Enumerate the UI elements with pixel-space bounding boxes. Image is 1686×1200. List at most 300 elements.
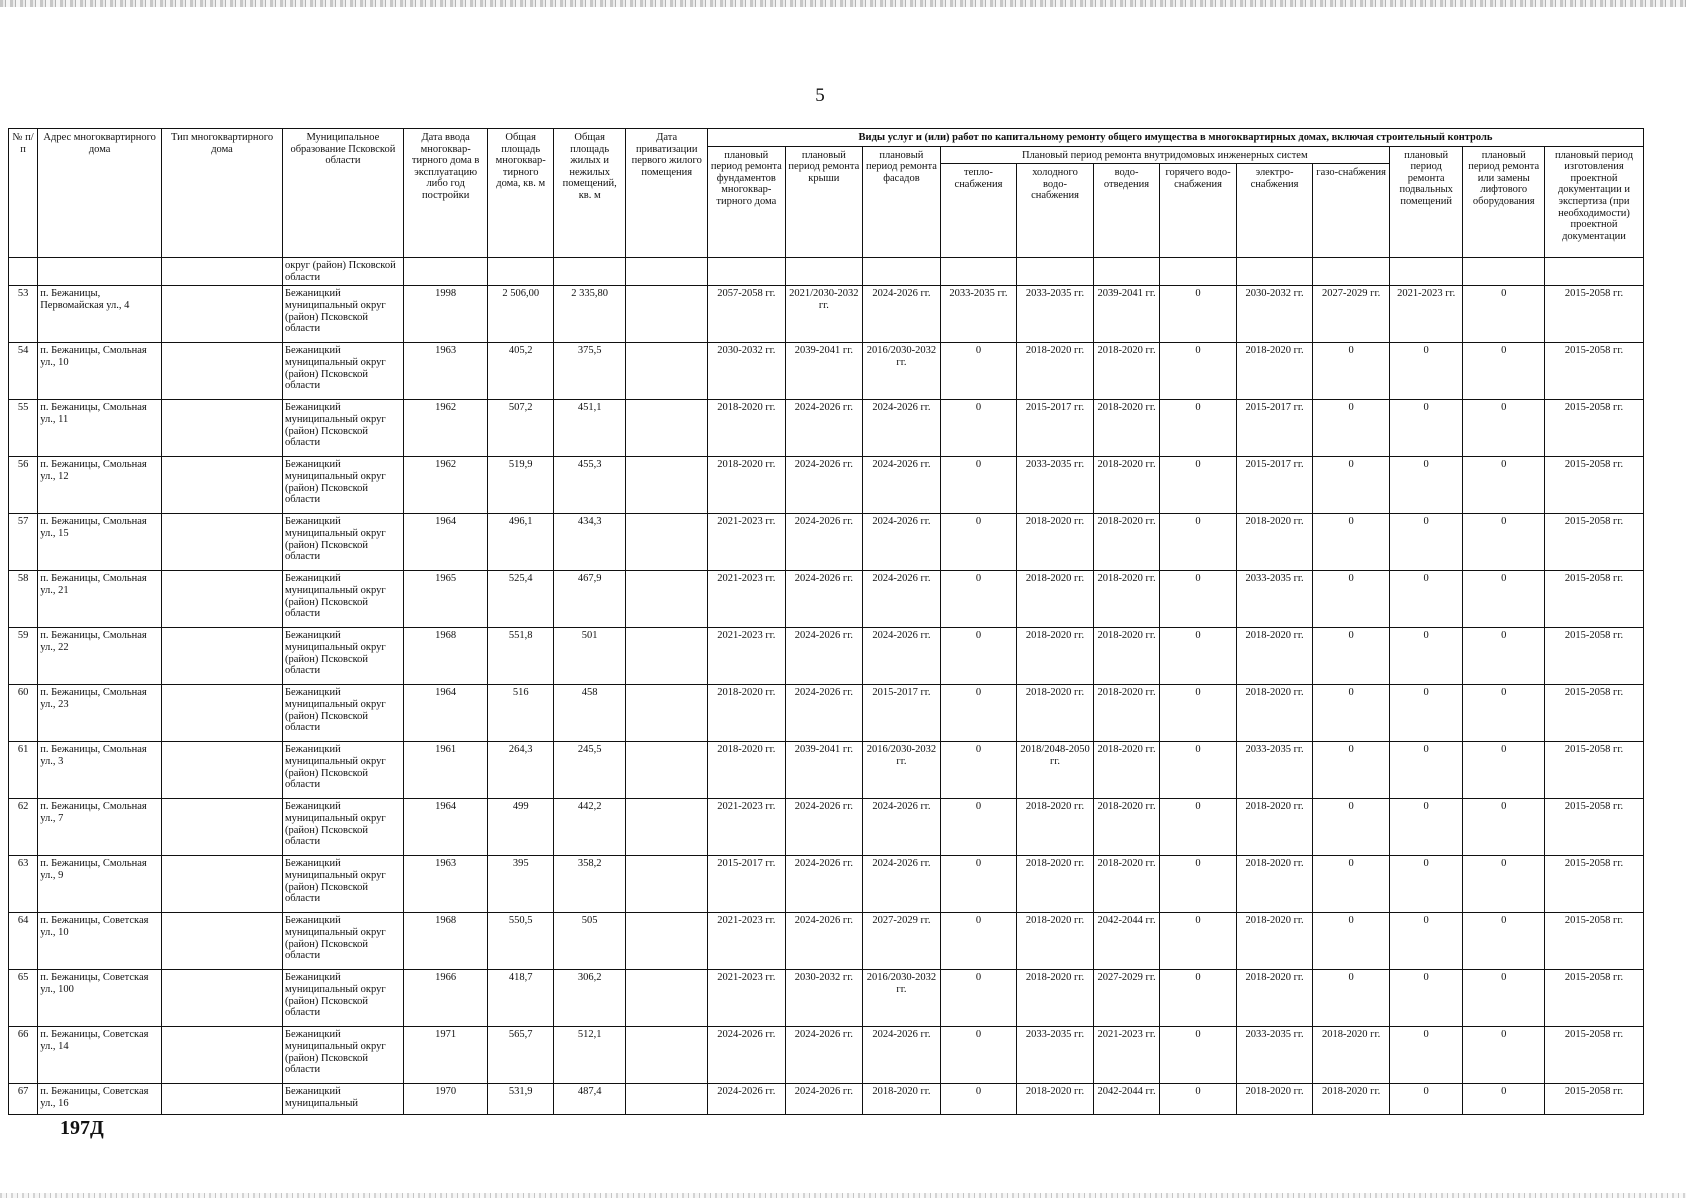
- cell-gas: 0: [1313, 571, 1390, 628]
- cell-year: 1966: [403, 970, 488, 1027]
- cell-type: [162, 1027, 283, 1084]
- cell-privatization: [626, 913, 708, 970]
- cell-num: 60: [9, 685, 38, 742]
- cell-municipality: Бежаницкий муниципальный округ (район) Псковской области: [282, 628, 403, 685]
- cell-foundation: 2021-2023 гг.: [708, 571, 786, 628]
- cell-facade: 2016/2030-2032 гг.: [863, 343, 941, 400]
- cell-living-area: 451,1: [553, 400, 626, 457]
- cell-drainage: 2018-2020 гг.: [1093, 685, 1159, 742]
- cell-total-area: 516: [488, 685, 553, 742]
- cell-year: 1968: [403, 628, 488, 685]
- cell-facade: 2024-2026 гг.: [863, 457, 941, 514]
- cell-living-area: 442,2: [553, 799, 626, 856]
- cell-hot-water: 0: [1160, 1084, 1237, 1115]
- table-body: [9, 258, 1644, 1115]
- cell-living-area: 434,3: [553, 514, 626, 571]
- cell-municipality: округ (район) Псковской области: [282, 258, 403, 286]
- cell-cold-water: 2018-2020 гг.: [1017, 571, 1094, 628]
- cell-gas: 0: [1313, 628, 1390, 685]
- cell-type: [162, 286, 283, 343]
- cell-municipality: Бежаницкий муниципальный округ (район) Псковской области: [282, 1027, 403, 1084]
- cell-roof: 2024-2026 гг.: [785, 571, 863, 628]
- cell-living-area: 467,9: [553, 571, 626, 628]
- cell-municipality: Бежаницкий муниципальный округ (район) Псковской области: [282, 514, 403, 571]
- cell-total-area: 264,3: [488, 742, 553, 799]
- header-cold-water: холодного водо-снабжения: [1017, 164, 1094, 258]
- table-row: [9, 742, 1644, 799]
- cell-total-area: 2 506,00: [488, 286, 553, 343]
- cell-privatization: [626, 400, 708, 457]
- cell-num: 67: [9, 1084, 38, 1115]
- cell-cold-water: 2018-2020 гг.: [1017, 685, 1094, 742]
- cell-hot-water: 0: [1160, 913, 1237, 970]
- cell-roof: 2021/2030-2032 гг.: [785, 286, 863, 343]
- cell-privatization: [626, 1084, 708, 1115]
- cell-heating: 0: [940, 799, 1017, 856]
- cell-lift: 0: [1463, 628, 1545, 685]
- cell-living-area: 458: [553, 685, 626, 742]
- header-hot-water: горячего водо-снабжения: [1160, 164, 1237, 258]
- cell-design-docs: 2015-2058 гг.: [1545, 571, 1644, 628]
- cell-roof: 2039-2041 гг.: [785, 343, 863, 400]
- cell-design-docs: 2015-2058 гг.: [1545, 913, 1644, 970]
- cell-gas: 0: [1313, 799, 1390, 856]
- header-basement: плановый период ремонта подвальных помещений: [1389, 146, 1463, 258]
- cell-living-area: 501: [553, 628, 626, 685]
- cell-design-docs: 2015-2058 гг.: [1545, 742, 1644, 799]
- cell-municipality: Бежаницкий муниципальный округ (район) Псковской области: [282, 742, 403, 799]
- cell-address: п. Бежаницы, Смольная ул., 7: [38, 799, 162, 856]
- header-electric: электро-снабжения: [1236, 164, 1313, 258]
- cell-type: [162, 799, 283, 856]
- cell-address: п. Бежаницы, Советская ул., 14: [38, 1027, 162, 1084]
- cell-drainage: 2018-2020 гг.: [1093, 799, 1159, 856]
- table-row: [9, 970, 1644, 1027]
- cell-gas: 0: [1313, 913, 1390, 970]
- cell-drainage: 2018-2020 гг.: [1093, 457, 1159, 514]
- header-works-group: Виды услуг и (или) работ по капитальному ремонту общего имущества в многоквартирных домах, включая строительный контроль: [708, 129, 1644, 147]
- cell-design-docs: 2015-2058 гг.: [1545, 628, 1644, 685]
- cell-foundation: 2024-2026 гг.: [708, 1084, 786, 1115]
- cell-facade: 2024-2026 гг.: [863, 514, 941, 571]
- cell-facade: 2018-2020 гг.: [863, 1084, 941, 1115]
- cell-gas: 2018-2020 гг.: [1313, 1027, 1390, 1084]
- cell-facade: 2024-2026 гг.: [863, 286, 941, 343]
- cell-num: 64: [9, 913, 38, 970]
- cell-hot-water: 0: [1160, 685, 1237, 742]
- cell-design-docs: 2015-2058 гг.: [1545, 514, 1644, 571]
- cell-drainage: 2018-2020 гг.: [1093, 628, 1159, 685]
- cell-year: 1963: [403, 343, 488, 400]
- cell-privatization: [626, 1027, 708, 1084]
- cell-electric: 2018-2020 гг.: [1236, 799, 1313, 856]
- cell-roof: 2024-2026 гг.: [785, 514, 863, 571]
- cell-total-area: 395: [488, 856, 553, 913]
- cell-heating: 2033-2035 гг.: [940, 286, 1017, 343]
- cell-hot-water: 0: [1160, 628, 1237, 685]
- cell-privatization: [626, 286, 708, 343]
- cell-lift: 0: [1463, 571, 1545, 628]
- cell-num: 56: [9, 457, 38, 514]
- header-municipality: Муниципальное образование Псковской области: [282, 129, 403, 258]
- cell-cold-water: 2015-2017 гг.: [1017, 400, 1094, 457]
- cell-design-docs: 2015-2058 гг.: [1545, 970, 1644, 1027]
- cell-num: 66: [9, 1027, 38, 1084]
- cell-address: п. Бежаницы, Советская ул., 10: [38, 913, 162, 970]
- cell-cold-water: 2018-2020 гг.: [1017, 343, 1094, 400]
- cell-roof: 2024-2026 гг.: [785, 799, 863, 856]
- cell-drainage: 2039-2041 гг.: [1093, 286, 1159, 343]
- cell-basement: 0: [1389, 913, 1463, 970]
- cell-foundation: 2018-2020 гг.: [708, 685, 786, 742]
- cell-living-area: 245,5: [553, 742, 626, 799]
- cell-lift: 0: [1463, 1027, 1545, 1084]
- cell-electric: 2015-2017 гг.: [1236, 457, 1313, 514]
- cell-drainage: 2018-2020 гг.: [1093, 400, 1159, 457]
- cell-municipality: Бежаницкий муниципальный округ (район) Псковской области: [282, 286, 403, 343]
- cell-lift: 0: [1463, 400, 1545, 457]
- cell-type: [162, 628, 283, 685]
- scan-edge-bottom: [0, 1193, 1686, 1198]
- cell-total-area: 525,4: [488, 571, 553, 628]
- cell-municipality: Бежаницкий муниципальный округ (район) Псковской области: [282, 400, 403, 457]
- cell-design-docs: 2015-2058 гг.: [1545, 400, 1644, 457]
- cell-gas: 0: [1313, 400, 1390, 457]
- cell-total-area: 551,8: [488, 628, 553, 685]
- cell-year: 1963: [403, 856, 488, 913]
- cell-basement: 0: [1389, 343, 1463, 400]
- cell-year: 1962: [403, 457, 488, 514]
- cell-address: п. Бежаницы, Смольная ул., 3: [38, 742, 162, 799]
- cell-total-area: 507,2: [488, 400, 553, 457]
- cell-num: 62: [9, 799, 38, 856]
- cell-living-area: 505: [553, 913, 626, 970]
- cell-lift: 0: [1463, 742, 1545, 799]
- cell-basement: 0: [1389, 799, 1463, 856]
- cell-type: [162, 685, 283, 742]
- cell-type: [162, 571, 283, 628]
- cell-address: п. Бежаницы, Смольная ул., 10: [38, 343, 162, 400]
- cell-gas: 0: [1313, 343, 1390, 400]
- cell-design-docs: 2015-2058 гг.: [1545, 799, 1644, 856]
- cell-roof: 2024-2026 гг.: [785, 913, 863, 970]
- cell-roof: 2030-2032 гг.: [785, 970, 863, 1027]
- cell-living-area: 512,1: [553, 1027, 626, 1084]
- cell-design-docs: 2015-2058 гг.: [1545, 286, 1644, 343]
- cell-electric: 2018-2020 гг.: [1236, 343, 1313, 400]
- cell-cold-water: 2033-2035 гг.: [1017, 1027, 1094, 1084]
- cell-total-area: 531,9: [488, 1084, 553, 1115]
- table-row: [9, 1084, 1644, 1115]
- cell-foundation: 2024-2026 гг.: [708, 1027, 786, 1084]
- cell-facade: 2024-2026 гг.: [863, 856, 941, 913]
- header-drainage: водо-отведения: [1093, 164, 1159, 258]
- cell-hot-water: 0: [1160, 970, 1237, 1027]
- header-total-area: Общая площадь многоквар-тирного дома, кв. м: [488, 129, 553, 258]
- cell-gas: 0: [1313, 970, 1390, 1027]
- cell-roof: 2039-2041 гг.: [785, 742, 863, 799]
- cell-privatization: [626, 856, 708, 913]
- cell-design-docs: 2015-2058 гг.: [1545, 1084, 1644, 1115]
- cell-foundation: 2021-2023 гг.: [708, 514, 786, 571]
- cell-basement: 0: [1389, 970, 1463, 1027]
- cell-type: [162, 400, 283, 457]
- cell-basement: 0: [1389, 1084, 1463, 1115]
- page-number: 5: [815, 85, 825, 106]
- cell-basement: 0: [1389, 742, 1463, 799]
- cell-heating: 0: [940, 685, 1017, 742]
- header-gas: газо-снабжения: [1313, 164, 1390, 258]
- cell-drainage: 2018-2020 гг.: [1093, 343, 1159, 400]
- cell-facade: 2024-2026 гг.: [863, 400, 941, 457]
- cell-heating: 0: [940, 1084, 1017, 1115]
- cell-cold-water: 2033-2035 гг.: [1017, 457, 1094, 514]
- cell-lift: 0: [1463, 343, 1545, 400]
- cell-cold-water: 2018-2020 гг.: [1017, 1084, 1094, 1115]
- cell-heating: 0: [940, 571, 1017, 628]
- cell-hot-water: 0: [1160, 799, 1237, 856]
- cell-heating: 0: [940, 457, 1017, 514]
- cell-year: 1964: [403, 799, 488, 856]
- cell-electric: 2030-2032 гг.: [1236, 286, 1313, 343]
- cell-drainage: 2027-2029 гг.: [1093, 970, 1159, 1027]
- cell-address: п. Бежаницы, Смольная ул., 12: [38, 457, 162, 514]
- cell-design-docs: 2015-2058 гг.: [1545, 457, 1644, 514]
- cell-num: 58: [9, 571, 38, 628]
- cell-basement: 2021-2023 гг.: [1389, 286, 1463, 343]
- cell-foundation: 2021-2023 гг.: [708, 628, 786, 685]
- cell-year: 1998: [403, 286, 488, 343]
- cell-design-docs: 2015-2058 гг.: [1545, 1027, 1644, 1084]
- cell-address: п. Бежаницы, Смольная ул., 11: [38, 400, 162, 457]
- header-design-docs: плановый период изготовления проектной документации и экспертиза (при необходимости) проектной документации: [1545, 146, 1644, 258]
- cell-roof: 2024-2026 гг.: [785, 685, 863, 742]
- cell-privatization: [626, 970, 708, 1027]
- cell-cold-water: 2018-2020 гг.: [1017, 856, 1094, 913]
- cell-basement: 0: [1389, 1027, 1463, 1084]
- cell-address: п. Бежаницы, Советская ул., 16: [38, 1084, 162, 1115]
- cell-total-area: 550,5: [488, 913, 553, 970]
- cell-year: 1964: [403, 514, 488, 571]
- header-living-area: Общая площадь жилых и нежилых помещений, кв. м: [553, 129, 626, 258]
- cell-num: 57: [9, 514, 38, 571]
- cell-heating: 0: [940, 400, 1017, 457]
- cell-facade: 2024-2026 гг.: [863, 628, 941, 685]
- cell-foundation: 2015-2017 гг.: [708, 856, 786, 913]
- cell-year: 1962: [403, 400, 488, 457]
- cell-drainage: 2021-2023 гг.: [1093, 1027, 1159, 1084]
- cell-drainage: 2018-2020 гг.: [1093, 856, 1159, 913]
- cell-municipality: Бежаницкий муниципальный: [282, 1084, 403, 1115]
- table-row: [9, 343, 1644, 400]
- cell-drainage: 2042-2044 гг.: [1093, 913, 1159, 970]
- cell-gas: 0: [1313, 742, 1390, 799]
- cell-num: 65: [9, 970, 38, 1027]
- cell-type: [162, 742, 283, 799]
- cell-electric: 2015-2017 гг.: [1236, 400, 1313, 457]
- cell-year: 1961: [403, 742, 488, 799]
- header-systems-group: Плановый период ремонта внутридомовых инженерных систем: [940, 146, 1389, 164]
- cell-hot-water: 0: [1160, 457, 1237, 514]
- cell-type: [162, 970, 283, 1027]
- cell-electric: 2033-2035 гг.: [1236, 571, 1313, 628]
- cell-address: п. Бежаницы, Смольная ул., 21: [38, 571, 162, 628]
- cell-living-area: 306,2: [553, 970, 626, 1027]
- cell-lift: 0: [1463, 514, 1545, 571]
- cell-type: [162, 457, 283, 514]
- cell-drainage: 2018-2020 гг.: [1093, 742, 1159, 799]
- cell-privatization: [626, 457, 708, 514]
- cell-num: 55: [9, 400, 38, 457]
- table-row: [9, 628, 1644, 685]
- cell-heating: 0: [940, 970, 1017, 1027]
- cell-design-docs: 2015-2058 гг.: [1545, 856, 1644, 913]
- table-row: [9, 571, 1644, 628]
- cell-basement: 0: [1389, 628, 1463, 685]
- cell-heating: 0: [940, 742, 1017, 799]
- table-row: [9, 799, 1644, 856]
- cell-roof: 2024-2026 гг.: [785, 628, 863, 685]
- cell-address: п. Бежаницы, Смольная ул., 15: [38, 514, 162, 571]
- header-address: Адрес многоквартирного дома: [38, 129, 162, 258]
- cell-gas: 0: [1313, 856, 1390, 913]
- cell-electric: 2033-2035 гг.: [1236, 1027, 1313, 1084]
- table-row: [9, 913, 1644, 970]
- cell-gas: 0: [1313, 685, 1390, 742]
- cell-type: [162, 514, 283, 571]
- cell-address: п. Бежаницы, Первомайская ул., 4: [38, 286, 162, 343]
- table-row: [9, 856, 1644, 913]
- cell-lift: 0: [1463, 970, 1545, 1027]
- cell-municipality: Бежаницкий муниципальный округ (район) Псковской области: [282, 970, 403, 1027]
- cell-hot-water: 0: [1160, 856, 1237, 913]
- cell-facade: 2016/2030-2032 гг.: [863, 970, 941, 1027]
- cell-basement: 0: [1389, 856, 1463, 913]
- table-row: [9, 400, 1644, 457]
- cell-type: [162, 343, 283, 400]
- cell-municipality: Бежаницкий муниципальный округ (район) Псковской области: [282, 856, 403, 913]
- cell-lift: 0: [1463, 685, 1545, 742]
- cell-electric: 2018-2020 гг.: [1236, 1084, 1313, 1115]
- cell-facade: 2027-2029 гг.: [863, 913, 941, 970]
- cell-type: [162, 1084, 283, 1115]
- header-commission-date: Дата ввода многоквар-тирного дома в эксплуатацию либо год постройки: [403, 129, 488, 258]
- cell-gas: 2018-2020 гг.: [1313, 1084, 1390, 1115]
- cell-design-docs: 2015-2058 гг.: [1545, 343, 1644, 400]
- header-foundation: плановый период ремонта фундаментов многоквар-тирного дома: [708, 146, 786, 258]
- repair-schedule-table: [8, 128, 1644, 1115]
- table-row: [9, 286, 1644, 343]
- cell-basement: 0: [1389, 685, 1463, 742]
- cell-hot-water: 0: [1160, 1027, 1237, 1084]
- cell-type: [162, 913, 283, 970]
- cell-heating: 0: [940, 343, 1017, 400]
- cell-drainage: 2018-2020 гг.: [1093, 514, 1159, 571]
- cell-total-area: 565,7: [488, 1027, 553, 1084]
- cell-cold-water: 2018-2020 гг.: [1017, 913, 1094, 970]
- cell-cold-water: 2033-2035 гг.: [1017, 286, 1094, 343]
- table-row: [9, 1027, 1644, 1084]
- cell-cold-water: 2018-2020 гг.: [1017, 799, 1094, 856]
- cell-total-area: 405,2: [488, 343, 553, 400]
- cell-total-area: 496,1: [488, 514, 553, 571]
- cell-hot-water: 0: [1160, 742, 1237, 799]
- cell-living-area: 487,4: [553, 1084, 626, 1115]
- cell-lift: 0: [1463, 856, 1545, 913]
- cell-heating: 0: [940, 856, 1017, 913]
- cell-hot-water: 0: [1160, 343, 1237, 400]
- cell-year: 1968: [403, 913, 488, 970]
- cell-hot-water: 0: [1160, 286, 1237, 343]
- cell-drainage: 2018-2020 гг.: [1093, 571, 1159, 628]
- cell-electric: 2018-2020 гг.: [1236, 913, 1313, 970]
- cell-address: п. Бежаницы, Смольная ул., 9: [38, 856, 162, 913]
- cell-drainage: 2042-2044 гг.: [1093, 1084, 1159, 1115]
- cell-num: 54: [9, 343, 38, 400]
- table-row: [9, 457, 1644, 514]
- document-code: 197Д: [60, 1117, 104, 1139]
- header-heating: тепло-снабжения: [940, 164, 1017, 258]
- header-lift: плановый период ремонта или замены лифтового оборудования: [1463, 146, 1545, 258]
- cell-roof: 2024-2026 гг.: [785, 457, 863, 514]
- cell-electric: 2018-2020 гг.: [1236, 970, 1313, 1027]
- cell-num: 63: [9, 856, 38, 913]
- header-type: Тип многоквартирного дома: [162, 129, 283, 258]
- cell-lift: 0: [1463, 1084, 1545, 1115]
- cell-hot-water: 0: [1160, 571, 1237, 628]
- cell-foundation: 2021-2023 гг.: [708, 970, 786, 1027]
- cell-year: 1970: [403, 1084, 488, 1115]
- cell-municipality: Бежаницкий муниципальный округ (район) Псковской области: [282, 343, 403, 400]
- cell-municipality: Бежаницкий муниципальный округ (район) Псковской области: [282, 571, 403, 628]
- cell-municipality: Бежаницкий муниципальный округ (район) Псковской области: [282, 799, 403, 856]
- cell-foundation: 2030-2032 гг.: [708, 343, 786, 400]
- cell-year: 1964: [403, 685, 488, 742]
- cell-roof: 2024-2026 гг.: [785, 1084, 863, 1115]
- table-row: [9, 685, 1644, 742]
- cell-hot-water: 0: [1160, 514, 1237, 571]
- cell-municipality: Бежаницкий муниципальный округ (район) Псковской области: [282, 685, 403, 742]
- cell-cold-water: 2018-2020 гг.: [1017, 970, 1094, 1027]
- cell-year: 1971: [403, 1027, 488, 1084]
- cell-privatization: [626, 742, 708, 799]
- cell-gas: 2027-2029 гг.: [1313, 286, 1390, 343]
- cell-foundation: 2018-2020 гг.: [708, 742, 786, 799]
- cell-facade: 2024-2026 гг.: [863, 1027, 941, 1084]
- cell-foundation: 2018-2020 гг.: [708, 457, 786, 514]
- cell-lift: 0: [1463, 286, 1545, 343]
- cell-facade: 2024-2026 гг.: [863, 571, 941, 628]
- cell-total-area: 519,9: [488, 457, 553, 514]
- cell-privatization: [626, 628, 708, 685]
- cell-total-area: 418,7: [488, 970, 553, 1027]
- cell-hot-water: 0: [1160, 400, 1237, 457]
- cell-address: п. Бежаницы, Смольная ул., 23: [38, 685, 162, 742]
- cell-basement: 0: [1389, 571, 1463, 628]
- scan-edge-top: [0, 0, 1686, 7]
- cell-foundation: 2018-2020 гг.: [708, 400, 786, 457]
- cell-municipality: Бежаницкий муниципальный округ (район) Псковской области: [282, 457, 403, 514]
- cell-facade: 2015-2017 гг.: [863, 685, 941, 742]
- table-row: [9, 514, 1644, 571]
- cell-heating: 0: [940, 514, 1017, 571]
- cell-privatization: [626, 571, 708, 628]
- cell-living-area: 358,2: [553, 856, 626, 913]
- cell-basement: 0: [1389, 514, 1463, 571]
- cell-privatization: [626, 685, 708, 742]
- cell-living-area: 455,3: [553, 457, 626, 514]
- cell-foundation: 2021-2023 гг.: [708, 799, 786, 856]
